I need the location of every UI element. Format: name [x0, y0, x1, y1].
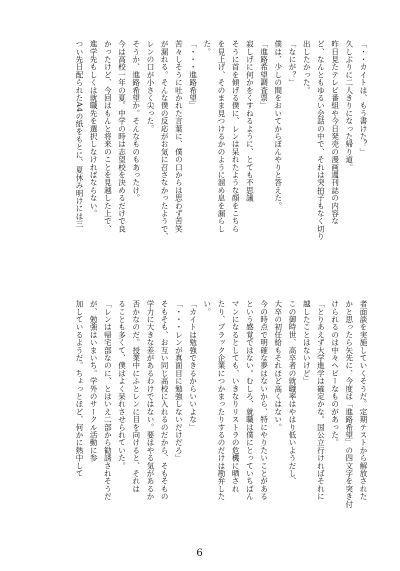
- text-line: 「とりあえず大学進学は確定かな。国公立行ければそれに: [316, 300, 326, 501]
- text-line: 出したかった。: [302, 40, 312, 94]
- text-line: かと思ったら矢先に、今度は「進路希望」の四文字を突き付: [344, 300, 354, 508]
- text-line: たり、ブラック企業につかまったりするのだけは勘弁した: [216, 300, 226, 501]
- text-line: そもそも、お互い同じ高校に入れるのだから、そもそもの: [160, 300, 170, 501]
- text-line: 「カイトは勉強できるからいいよな」: [188, 300, 198, 431]
- text-line: けられるのは中々ヘビーなものがあった。: [330, 300, 340, 447]
- text-line: という感覚ではない。むしろ、就職は僕にとっていちばん: [245, 300, 255, 501]
- text-line: 進学先もしくは就職先を選択しなければならない。: [89, 40, 99, 218]
- text-line: 越したことはないけど」: [302, 300, 312, 385]
- text-line: ど、なんともゆるい会話の中で、それは突拍子もなく切り: [316, 40, 326, 241]
- text-line: 久しぶりに二人きりになった帰り道。: [344, 40, 354, 171]
- text-line: そうに首を傾げる僕に、レンは呆れたような顔をこちら: [231, 40, 241, 233]
- text-line: 「レンは帰宅部なのに、とはいえ二部から勧誘されそうだ: [103, 300, 113, 501]
- text-line: 今の時点で明確な夢はないから、特にやりたいことがある: [259, 300, 269, 501]
- text-line: つい先日配られたA4の紙をもとに、夏休み明けには三: [74, 40, 84, 228]
- text-line: 者面談を実施していくそうだ。定期テストから解放された: [359, 300, 368, 501]
- text-line: を見上げ、そのまま見つけるかのように溜め息を漏らし: [216, 40, 226, 233]
- top-text-block: [60, 40, 370, 258]
- page-number: 6: [196, 548, 204, 559]
- text-line: た。: [202, 40, 212, 56]
- text-line: 大卒の初任給もそれほど高くはない。: [273, 300, 283, 431]
- text-line: レンの口が小さく尖った。: [145, 40, 155, 133]
- text-line: 「なにが？」: [287, 40, 297, 87]
- text-line: 僕は、少しの間をおいてからぼんやりと答えた。: [273, 40, 283, 210]
- text-line: ることも多くて、僕はよく呆れさせられていた。: [117, 300, 127, 470]
- text-line: 「進路希望調査票」: [259, 40, 269, 110]
- text-line: 「・・・レンが真面目に勉強しないだけだろ」: [174, 300, 184, 462]
- text-line: が、勉強はいまいち。学外のサークル活動に参: [89, 300, 99, 462]
- text-line: 昨日見たテレビ番組や今日発売の漫画週刊誌の内容な: [330, 40, 340, 225]
- text-line: 加しているようだ。ちょっとほど、何かに熱中して: [74, 300, 84, 478]
- text-line: 学力に大きな差があるわけではない。要はやる気があるか: [145, 300, 155, 501]
- text-line: 「・・・進路希望」: [188, 40, 198, 110]
- text-line: が漏れる。そんな僕の反応がお気に召さなかったようで、: [160, 40, 170, 241]
- text-line: かったけど、今回はもんと将来のことを見越した上で、: [103, 40, 113, 233]
- text-line: この御時世、高卒者の就職率はやはり低いようだし、: [287, 300, 297, 485]
- text-line: 苦々しそうに吐かれた言葉に、僕の口からは思わず苦笑: [174, 40, 184, 233]
- text-line: い。: [202, 300, 212, 316]
- bottom-text-block: [60, 300, 370, 518]
- text-line: そうか、進路希望か。そんなものもあったけ。: [131, 40, 141, 202]
- text-line: マンになるとしても、いきなりリストラの危機に晒され: [231, 300, 241, 493]
- text-line: 否かなのだ。授業中にふとレンに目を向けると、それは: [131, 300, 141, 493]
- text-line: 「・・カイトは、もう書けた？」: [359, 40, 368, 156]
- text-line: 今は高校一年の夏。中学の時は志望校を決めるだけで良: [117, 40, 127, 233]
- text-line: 寂しげに何かをくすねるように、とても不思議: [245, 40, 255, 202]
